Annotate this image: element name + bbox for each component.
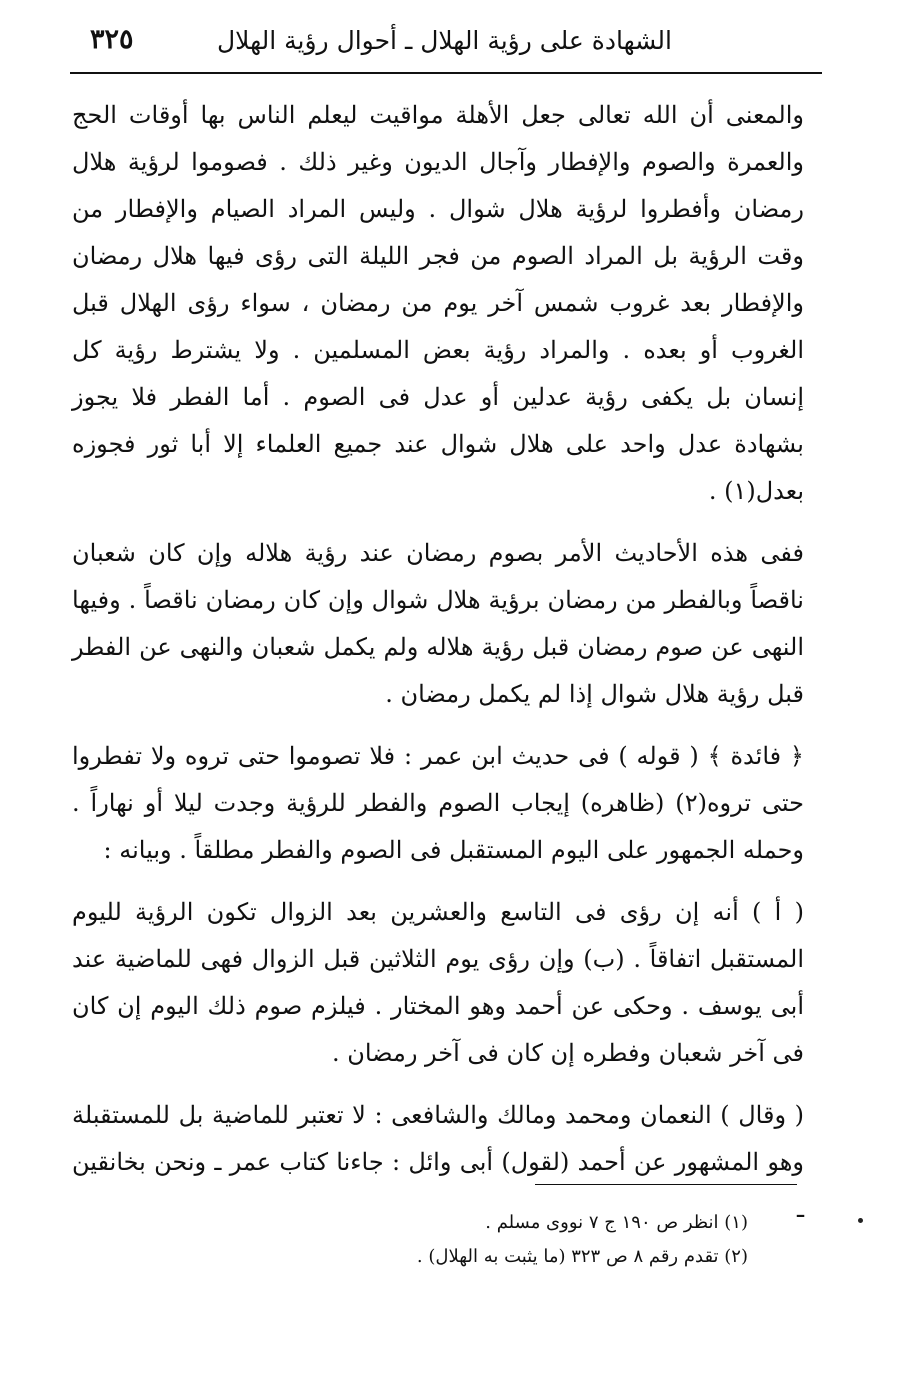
running-title: الشهادة على رؤية الهلال ـ أحوال رؤية الهلال <box>217 26 672 55</box>
footnote-separator <box>535 1184 797 1185</box>
main-text <box>72 92 804 1233</box>
paragraph-meaning: والمعنى أن الله تعالى جعل الأهلة مواقيت ليعلم الناس بها أوقات الحج والعمرة والصوم والإفطار وآجال الديون وغير ذلك . فصوموا لرؤية هلال رمضان وأفطروا لرؤية هلال شوال . وليس المراد الصيام والإفطار من وقت الرؤية بل المراد الصوم من فجر الليلة التى رؤى فيها هلال رمضان والإفطار بعد غروب شمس آخر يوم من رمضان ، سواء رؤى الهلال قبل الغروب أو بعده . والمراد رؤية بعض المسلمين . ولا يشترط رؤية كل إنسان بل يكفى رؤية عدلين أو عدل فى الصوم . أما الفطر فلا يجوز بشهادة عدل واحد على هلال شوال عند جميع العلماء إلا أبا ثور فجوزه بعدل(١) . <box>72 101 804 505</box>
header-rule <box>70 72 822 74</box>
paragraph-benefit: ﴿ فائدة ﴾ ( قوله ) فى حديث ابن عمر : فلا تصوموا حتى تروه ولا تفطروا حتى تروه(٢) (ظاهره) إيجاب الصوم والفطر للرؤية وجدت ليلا أو نهاراً . وحمله الجمهور على اليوم المستقبل فى الصوم والفطر مطلقاً . وبيانه : <box>72 742 805 864</box>
footnotes <box>200 1206 748 1274</box>
page-number: ٣٢٥ <box>90 24 134 55</box>
footnote-1: (١) انظر ص ١٩٠ ج ٧ نووى مسلم . <box>485 1212 748 1233</box>
footnote-2: (٢) تقدم رقم ٨ ص ٣٢٣ (ما يثبت به الهلال) . <box>416 1246 748 1267</box>
paragraph-hadith-summary: ففى هذه الأحاديث الأمر بصوم رمضان عند رؤية هلاله وإن كان شعبان ناقصاً وبالفطر من رمضان برؤية هلال شوال وإن كان رمضان ناقصاً . وفيها النهى عن صوم رمضان قبل رؤية هلاله ولم يكمل شعبان والنهى عن الفطر قبل رؤية هلال شوال إذا لم يكمل رمضان . <box>72 539 804 708</box>
margin-dot <box>858 1218 863 1223</box>
paragraph-explanation: ( أ ) أنه إن رؤى فى التاسع والعشرين بعد الزوال تكون الرؤية لليوم المستقبل اتفاقاً . (ب) وإن رؤى يوم الثلاثين قبل الزوال فهى للماضية عند أبى يوسف . وحكى عن أحمد وهو المختار . فيلزم صوم ذلك اليوم إن كان فى آخر شعبان وفطره إن كان فى آخر رمضان . <box>72 898 804 1067</box>
running-header <box>70 18 822 70</box>
paragraph-opinions: ( وقال ) النعمان ومحمد ومالك والشافعى : لا تعتبر للماضية بل للمستقبلة وهو المشهور عن أحمد (لقول) أبى وائل : جاءنا كتاب عمر ـ ونحن بخانقين ـ <box>72 1101 804 1223</box>
